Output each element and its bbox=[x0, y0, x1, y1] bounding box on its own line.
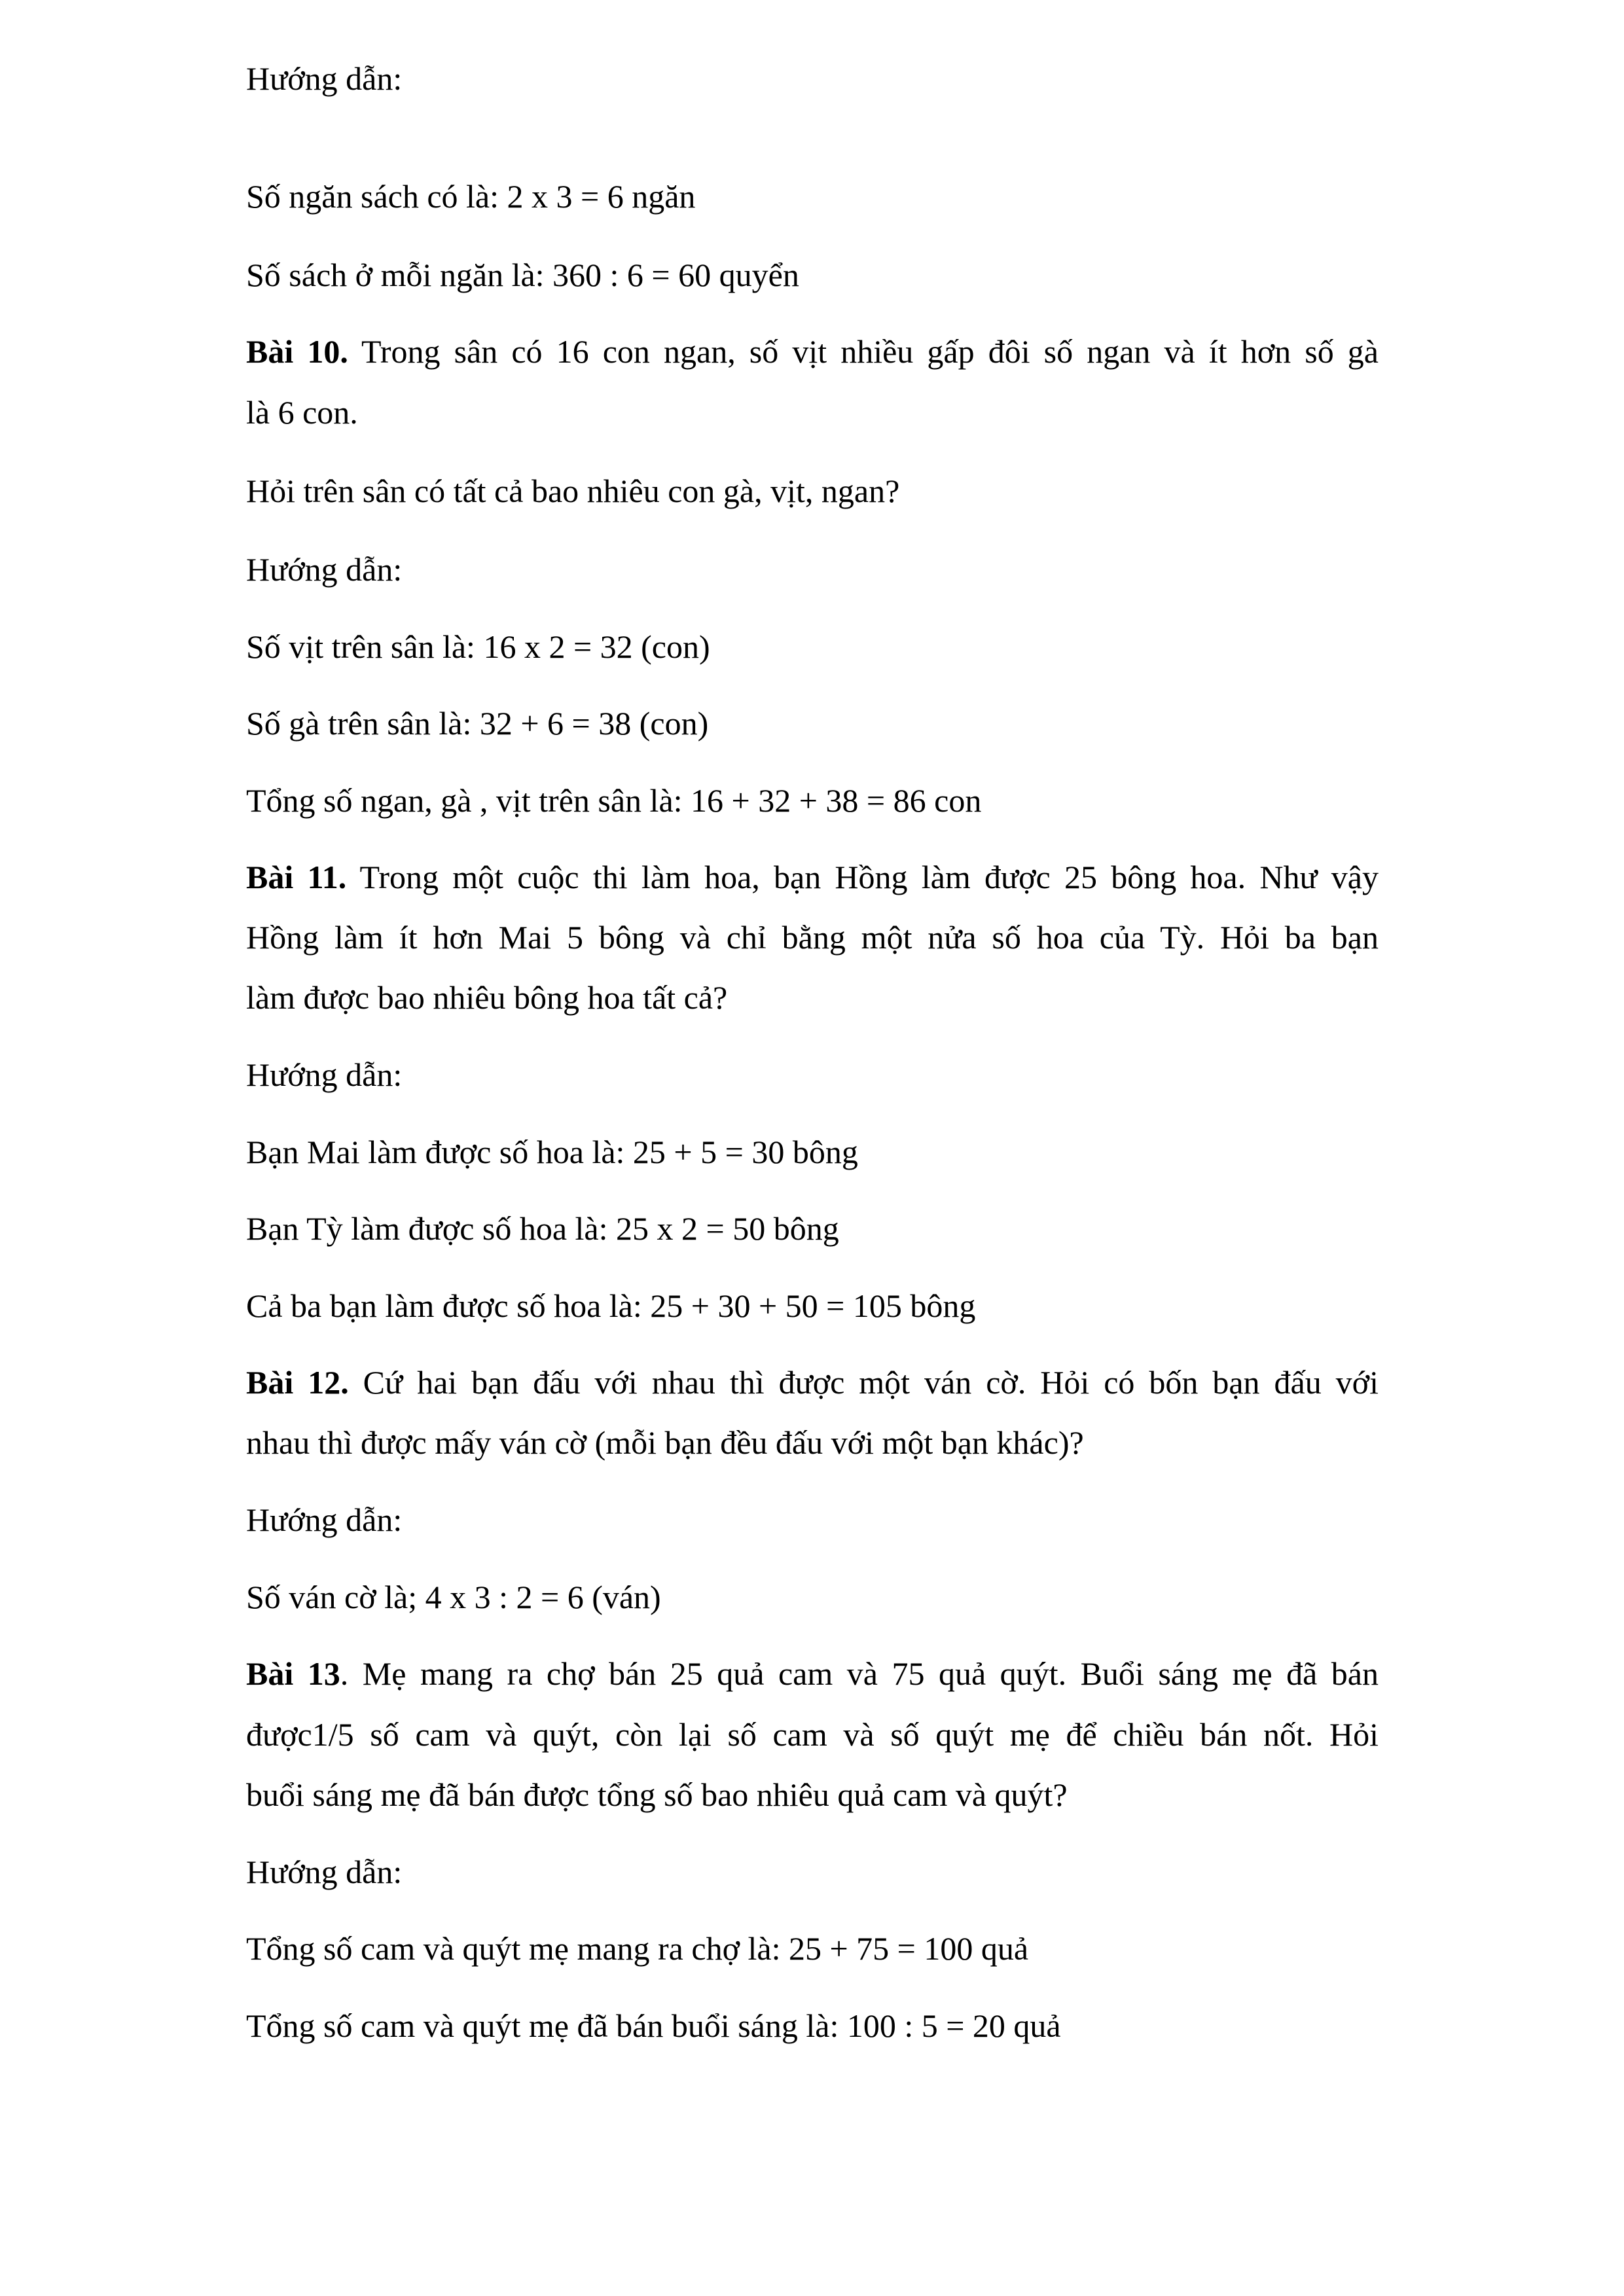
solution-line: Bạn Tỳ làm được số hoa là: 25 x 2 = 50 bông bbox=[246, 1210, 839, 1247]
exercise-10-line-2: là 6 con. bbox=[246, 394, 358, 431]
exercise-12-line-2: nhau thì được mấy ván cờ (mỗi bạn đều đấu với một bạn khác)? bbox=[246, 1424, 1084, 1461]
exercise-13-label: Bài 13 bbox=[246, 1655, 340, 1692]
exercise-11-line-2: Hồng làm ít hơn Mai 5 bông và chỉ bằng một nửa số hoa của Tỳ. Hỏi ba bạn bbox=[246, 919, 1379, 956]
solution-line: Số ván cờ là; 4 x 3 : 2 = 6 (ván) bbox=[246, 1579, 661, 1615]
solution-line: Số ngăn sách có là: 2 x 3 = 6 ngăn bbox=[246, 178, 696, 215]
solution-line: Tổng số cam và quýt mẹ đã bán buổi sáng là: 100 : 5 = 20 quả bbox=[246, 2007, 1061, 2044]
exercise-13-line-3: buổi sáng mẹ đã bán được tổng số bao nhiêu quả cam và quýt? bbox=[246, 1776, 1068, 1813]
exercise-11-line-1: Bài 11. Trong một cuộc thi làm hoa, bạn Hồng làm được 25 bông hoa. Như vậy bbox=[246, 859, 1379, 895]
solution-line: Số gà trên sân là: 32 + 6 = 38 (con) bbox=[246, 705, 709, 742]
exercise-10-question: Hỏi trên sân có tất cả bao nhiêu con gà, vịt, ngan? bbox=[246, 473, 900, 509]
guide-heading: Hướng dẫn: bbox=[246, 60, 403, 97]
exercise-11-label: Bài 11. bbox=[246, 859, 347, 895]
solution-line: Tổng số cam và quýt mẹ mang ra chợ là: 25 + 75 = 100 quả bbox=[246, 1930, 1029, 1967]
guide-heading: Hướng dẫn: bbox=[246, 1056, 403, 1093]
exercise-11-line-3: làm được bao nhiêu bông hoa tất cả? bbox=[246, 979, 728, 1016]
exercise-12-label: Bài 12. bbox=[246, 1364, 349, 1401]
exercise-10-line-1: Bài 10. Trong sân có 16 con ngan, số vịt nhiều gấp đôi số ngan và ít hơn số gà bbox=[246, 333, 1379, 370]
solution-line: Số vịt trên sân là: 16 x 2 = 32 (con) bbox=[246, 628, 710, 665]
guide-heading: Hướng dẫn: bbox=[246, 551, 403, 588]
solution-line: Số sách ở mỗi ngăn là: 360 : 6 = 60 quyển bbox=[246, 257, 799, 293]
exercise-12-line-1: Bài 12. Cứ hai bạn đấu với nhau thì được một ván cờ. Hỏi có bốn bạn đấu với bbox=[246, 1364, 1379, 1401]
solution-line: Tổng số ngan, gà , vịt trên sân là: 16 + 32 + 38 = 86 con bbox=[246, 782, 982, 819]
guide-heading: Hướng dẫn: bbox=[246, 1501, 403, 1538]
guide-heading: Hướng dẫn: bbox=[246, 1854, 403, 1890]
solution-line: Bạn Mai làm được số hoa là: 25 + 5 = 30 bông bbox=[246, 1134, 858, 1170]
exercise-13-line-2: được1/5 số cam và quýt, còn lại số cam và số quýt mẹ để chiều bán nốt. Hỏi bbox=[246, 1716, 1379, 1753]
exercise-13-line-1: Bài 13. Mẹ mang ra chợ bán 25 quả cam và 75 quả quýt. Buổi sáng mẹ đã bán bbox=[246, 1655, 1379, 1692]
solution-line: Cả ba bạn làm được số hoa là: 25 + 30 + 50 = 105 bông bbox=[246, 1287, 976, 1324]
exercise-10-label: Bài 10. bbox=[246, 333, 348, 370]
